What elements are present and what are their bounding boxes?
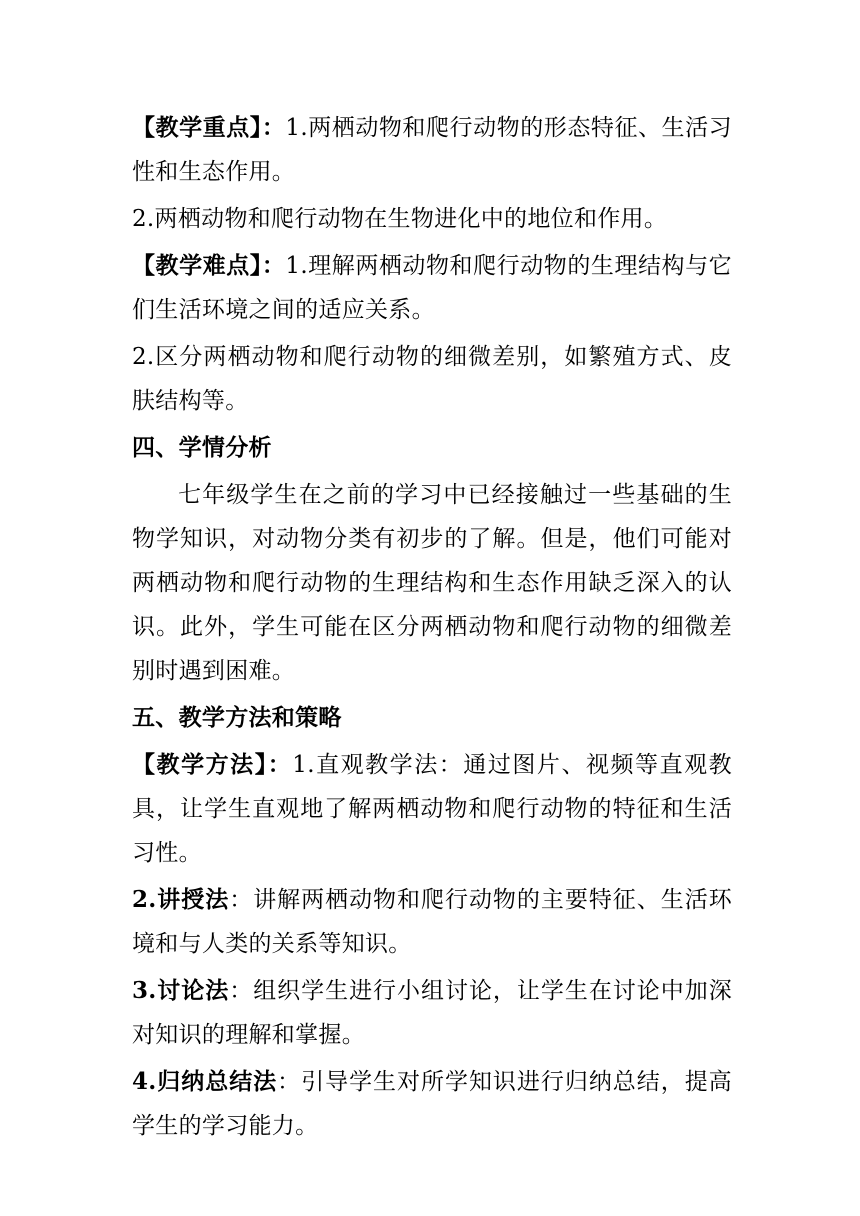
method-2-title: 2.讲授法 [132, 886, 230, 913]
difficulties-para [132, 244, 732, 332]
key-points-sep: ： [261, 114, 286, 141]
difficulties-item-1: 1.理解两栖动物和爬行动物的生理结构与它们生活环境之间的适应关系。 [132, 253, 732, 323]
key-points-para [132, 106, 732, 194]
difficulties-sep: ： [261, 252, 286, 279]
method-3-body: ：组织学生进行小组讨论，让学生在讨论中加深对知识的理解和掌握。 [132, 978, 732, 1048]
document-page [132, 106, 732, 1151]
key-points-item-1: 1.两栖动物和爬行动物的形态特征、生活习性和生态作用。 [132, 115, 732, 185]
method-2 [132, 878, 732, 966]
methods-para [132, 743, 732, 875]
key-points-item-2: 2.两栖动物和爬行动物在生物进化中的地位和作用。 [132, 206, 668, 232]
method-3-title: 3.讨论法 [132, 977, 230, 1004]
method-4 [132, 1060, 732, 1148]
difficulties-label: 【教学难点】 [132, 252, 262, 279]
method-4-title: 4.归纳总结法 [132, 1068, 278, 1095]
method-4-body: ：引导学生对所学知识进行归纳总结，提高学生的学习能力。 [132, 1069, 732, 1139]
difficulties-item-2: 2.区分两栖动物和爬行动物的细微差别，如繁殖方式、皮肤结构等。 [132, 344, 732, 414]
methods-label: 【教学方法】 [132, 751, 268, 778]
section-5-heading: 五、教学方法和策略 [132, 704, 342, 731]
section-4-body: 七年级学生在之前的学习中已经接触过一些基础的生物学知识，对动物分类有初步的了解。但是，他们可能对两栖动物和爬行动物的生理结构和生态作用缺乏深入的认识。此外，学生可能在区分两栖动物和爬行动物的细微差别时遇到困难。 [132, 482, 732, 684]
section-4-heading: 四、学情分析 [132, 434, 272, 461]
methods-sep: ： [267, 751, 293, 778]
method-1: 1.直观教学法：通过图片、视频等直观教具，让学生直观地了解两栖动物和爬行动物的特征和生活习性。 [132, 752, 732, 866]
method-2-body: ：讲解两栖动物和爬行动物的主要特征、生活环境和与人类的关系等知识。 [132, 887, 732, 957]
method-3 [132, 969, 732, 1057]
key-points-label: 【教学重点】 [132, 114, 262, 141]
